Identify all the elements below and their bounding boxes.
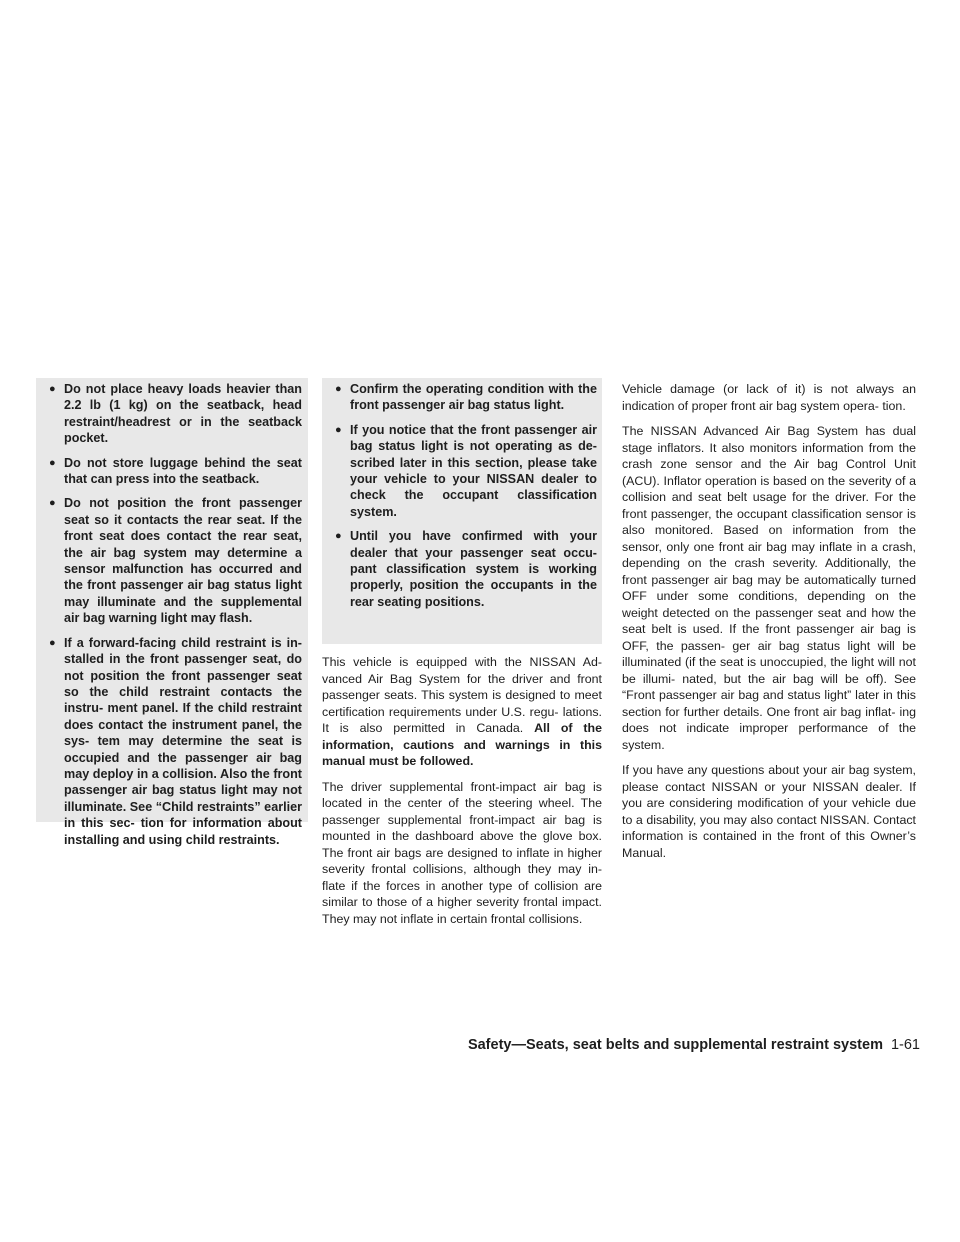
paragraph-advanced-air-bag (322, 654, 602, 770)
warning-item (42, 635, 302, 848)
warning-text: Do not store luggage behind the seat that can press into the seatback. (64, 455, 302, 487)
warning-text: If a forward-facing child restraint is in- stalled in the front passenger seat, do not position the front passenger seat so the child restraint contacts the instru- ment panel. If the child restraint does contact the instrument panel, the sys- tem may determine the seat is occupied and the passenger air bag may deploy in a collision. Also the front passenger air bag status light may not illuminate. See “Child restraints” earlier in this sec- tion for information about installing and using child restraints. (64, 635, 302, 847)
paragraph-vehicle-damage: Vehicle damage (or lack of it) is not always an indication of proper front air bag system opera- tion. (622, 382, 916, 413)
page-footer (420, 1037, 920, 1053)
body-column-middle (322, 654, 602, 936)
paragraph-air-bag-location: The driver supplemental front-impact air bag is located in the center of the steering wheel. The passenger supplemental front-impact air bag is mounted in the dashboard above the glove box. The front air bags are designed to inflate in higher severity frontal collisions, although they may in- flate if the forces in another type of collision are similar to those of a higher severity frontal impact. They may not inflate in certain frontal collisions. (322, 779, 602, 926)
bullet-icon: ● (335, 383, 342, 395)
warning-list-middle (322, 378, 602, 610)
warning-item (42, 381, 302, 447)
warning-item (328, 422, 597, 520)
warning-text: Confirm the operating condition with the front passenger air bag status light. (350, 382, 597, 413)
body-column-right (622, 381, 916, 870)
warning-item (42, 455, 302, 488)
warning-item (42, 495, 302, 626)
bullet-icon: ● (49, 497, 56, 510)
bullet-icon: ● (335, 423, 342, 436)
paragraph-text: This vehicle is equipped with the NISSAN Ad- vanced Air Bag System for the driver and front passenger seats. This system is designed to meet certification requirements under U.S. regu- lations. It is also permitted in Canada. (322, 655, 602, 735)
page-number: 1-61 (890, 1037, 920, 1053)
warning-text: Until you have confirmed with your dealer that your passenger seat occu- pant classification system is working properly, position the occupants in the rear seating positions. (350, 529, 597, 609)
warning-text: Do not position the front passenger seat so it contacts the rear seat. If the front seat does contact the rear seat, the air bag system may determine a sensor malfunction has occurred and the front passenger air bag status light may illuminate and the supplemental air bag warning light may flash. (64, 496, 302, 626)
bullet-icon: ● (49, 636, 56, 649)
warning-box-left (36, 378, 308, 847)
warning-box-middle (322, 378, 602, 644)
warning-text: Do not place heavy loads heavier than 2.2 lb (1 kg) on the seatback, head restraint/headrest or in the seatback pocket. (64, 382, 302, 446)
paragraph-contact: If you have any questions about your air bag system, please contact NISSAN or your NISSAN dealer. If you are considering modification of your vehicle due to a disability, you may also contact NISSAN. Contact information is contained in the front of this Owner’s Manual. (622, 763, 916, 860)
warning-list-left (36, 378, 308, 848)
bullet-icon: ● (49, 383, 56, 395)
footer-section-title: Safety—Seats, seat belts and supplemental restraint system (467, 1037, 883, 1053)
paragraph-dual-stage: The NISSAN Advanced Air Bag System has dual stage inflators. It also monitors information from the crash zone sensor and the Air bag Control Unit (ACU). Inflator operation is based on the severity of a collision and seat belt usage for the driver. For the front passenger, the occupant classification sensor is also monitored. Based on information from the sensor, only one front air bag may inflate in a crash, depending on the crash severity. Additionally, the front passenger air bag may be automatically turned OFF under some conditions, depending on the weight detected on the passenger seat and how the seat belt is used. If the front passenger air bag is OFF, the passen- ger air bag status light will be illuminated (if the seat is unoccupied, the light will not be illumi- nated, but the air bag will be off). See “Front passenger air bag and status light” later in this section for further details. One front air bag inflat- ing does not indicate improper performance of the system. (622, 424, 916, 752)
emphasis-text: All of the information, cautions and warnings in this manual must be followed. (322, 721, 603, 768)
warning-text: If you notice that the front passenger air bag status light is not operating as de- scribed later in this section, please take your vehicle to your NISSAN dealer to check the occupant classification system. (350, 422, 597, 519)
bullet-icon: ● (335, 530, 342, 543)
warning-item (328, 528, 597, 610)
bullet-icon: ● (49, 456, 56, 469)
warning-item (328, 381, 597, 414)
